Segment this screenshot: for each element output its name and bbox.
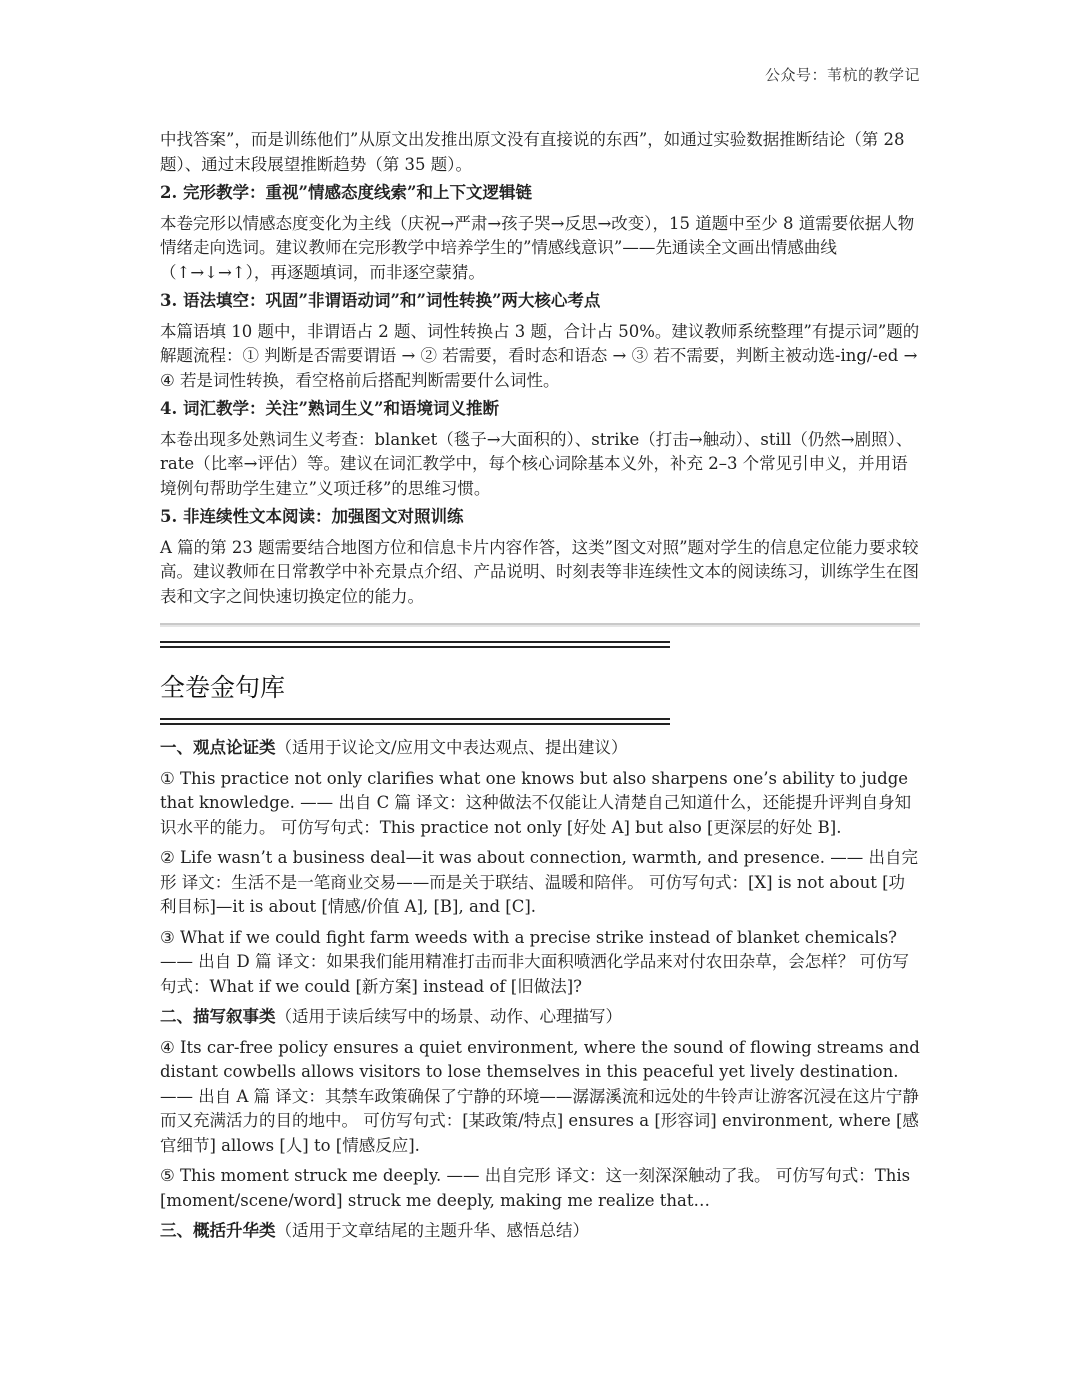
suggestion-body: 本卷出现多处熟词生义考查：blanket（毯子→大面积的）、strike（打击→触动）、still（仍然→剧照）、rate（比率→评估）等。建议在词汇教学中，每个核心词除基本义外，补充 2–3 个常见引申义，并用语境例句帮助学生建立”义项迁移”的思维习惯。	[160, 429, 913, 498]
category-title: 三、概括升华类	[160, 1221, 276, 1240]
title-rule-top	[160, 641, 670, 648]
golden-sentence: ⑤ This moment struck me deeply. —— 出自完形 译文：这一刻深深触动了我。 可仿写句式：This [moment/scene/word] struck me deeply, making me realize that…	[160, 1166, 911, 1210]
golden-sentence: ③ What if we could fight farm weeds with a precise strike instead of blanket chemicals? —— 出自 D 篇 译文：如果我们能用精准打击而非大面积喷洒化学品来对付农田杂草，会怎样？ 可仿写句式：What if we could [新方案] instead of [旧做法]?	[160, 927, 909, 996]
suggestion-heading: 5. 非连续性文本阅读：加强图文对照训练	[160, 507, 464, 526]
golden-sentence: ② Life wasn’t a business deal—it was about connection, warmth, and presence. —— 出自完形 译文：生活不是一笔商业交易——而是关于联结、温暖和陪伴。 可仿写句式：[X] is not about [功利目标]—it is about [情感/价值 A], [B], and [C].	[160, 848, 918, 916]
suggestion-heading: 3. 语法填空：巩固”非谓语动词”和”词性转换”两大核心考点	[160, 291, 601, 310]
category-heading	[160, 1219, 920, 1244]
suggestion-heading: 2. 完形教学：重视”情感态度线索”和上下文逻辑链	[160, 183, 532, 202]
title-rule-bottom	[160, 718, 670, 725]
category-note: （适用于议论文/应用文中表达观点、提出建议）	[275, 738, 628, 757]
suggestion-body: A 篇的第 23 题需要结合地图方位和信息卡片内容作答，这类”图文对照”题对学生的信息定位能力要求较高。建议教师在日常教学中补充景点介绍、产品说明、时刻表等非连续性文本的阅读练习，训练学生在图表和文字之间快速切换定位的能力。	[160, 537, 919, 606]
category-heading	[160, 1005, 920, 1030]
intro-paragraph: 中找答案”，而是训练他们”从原文出发推出原文没有直接说的东西”，如通过实验数据推断结论（第 28 题）、通过末段展望推断趋势（第 35 题）。	[160, 130, 905, 174]
suggestion-body: 本卷完形以情感态度变化为主线（庆祝→严肃→孩子哭→反思→改变），15 道题中至少 8 道需要依据人物情绪走向选词。建议教师在完形教学中培养学生的”情感线意识”——先通读全文画出情感曲线（↑→↓→↑），再逐题填词，而非逐空蒙猜。	[160, 213, 915, 282]
suggestion-body: 本篇语填 10 题中，非谓语占 2 题、词性转换占 3 题，合计占 50%。建议教师系统整理”有提示词”题的解题流程：① 判断是否需要谓语 → ② 若需要，看时态和语态 → ③ 若不需要，判断主被动选-ing/-ed → ④ 若是词性转换，看空格前后搭配判断需要什么词性。	[160, 321, 920, 390]
category-title: 二、描写叙事类	[160, 1007, 276, 1026]
category-note: （适用于文章结尾的主题升华、感悟总结）	[275, 1221, 589, 1240]
section-title: 全卷金句库	[160, 673, 286, 702]
section-divider	[160, 623, 920, 627]
golden-sentence-library	[160, 734, 920, 1250]
golden-sentence: ① This practice not only clarifies what one knows but also sharpens one’s ability to judge that knowledge. —— 出自 C 篇 译文：这种做法不仅能让人清楚自己知道什么，还能提升评判自身知识水平的能力。 可仿写句式：This practice not only [好处 A] but also [更深层的好处 B].	[160, 768, 912, 837]
suggestion-heading: 4. 词汇教学：关注”熟词生义”和语境词义推断	[160, 399, 499, 418]
category-title: 一、观点论证类	[160, 738, 276, 757]
golden-sentence: ④ Its car-free policy ensures a quiet environment, where the sound of flowing streams and distant cowbells allows visitors to lose themselves in this peaceful yet lively destination. —— 出自 A 篇 译文：其禁车政策确保了宁静的环境——潺潺溪流和远处的牛铃声让游客沉浸在这片宁静而又充满活力的目的地中。 可仿写句式：[某政策/特点] ensures a [形容词] environment, where [感官细节] allows [人] to [情感反应].	[160, 1037, 920, 1155]
teaching-suggestions	[160, 128, 920, 613]
category-heading	[160, 736, 920, 761]
account-label: 公众号：苇杭的教学记	[764, 66, 920, 84]
category-note: （适用于读后续写中的场景、动作、心理描写）	[275, 1007, 622, 1026]
